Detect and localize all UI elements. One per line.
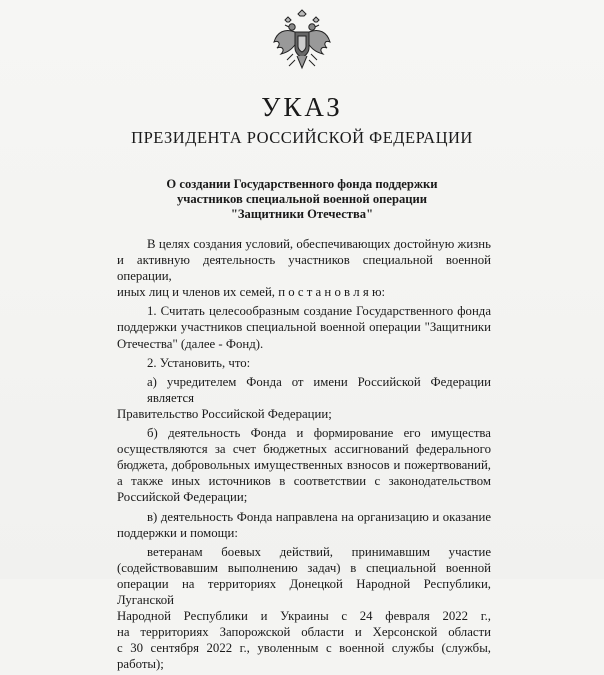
text-line: поддержки участников специальной военной операции "Защитники [117,320,491,335]
decree-body [117,236,491,675]
decree-title [0,177,604,222]
text-line: 1. Считать целесообразным создание Государственного фонда [147,304,491,319]
paragraph-preamble [117,236,491,300]
text-line: а) учредителем Фонда от имени Российской Федерации является [147,374,491,405]
text-line: Народной Республики и Украины с 24 февраля 2022 г., [117,609,491,624]
double-headed-eagle-icon [271,8,333,78]
title-line: "Защитники Отечества" [230,207,374,221]
text-line: и активную деятельность участников специальной военной операции, [117,253,491,284]
text-line: в) деятельность Фонда направлена на организацию и оказание [147,509,491,524]
text-line: а также иных источников в соответствии с законодательством [117,474,491,489]
text-line: бюджета, добровольных имущественных взносов и пожертвований, [117,458,491,473]
text-line: 2. Установить, что: [147,355,251,370]
decree-heading: УКАЗ [261,92,343,122]
text-line: иных лиц и членов их семей, п о с т а н о в л я ю: [117,285,386,300]
text-line: В целях создания условий, обеспечивающих достойную жизнь [147,237,491,251]
text-line: поддержки и помощи: [117,525,238,540]
title-line: участников специальной военной операции [176,192,428,206]
text-line: Правительство Российской Федерации; [117,406,332,421]
paragraph-item-2 [117,355,491,371]
text-line: Российской Федерации; [117,490,248,505]
coat-of-arms-emblem [271,8,333,78]
title-line: О создании Государственного фонда поддержки [166,177,438,191]
paragraph-veterans [117,544,491,673]
paragraph-item-2b [117,425,491,505]
text-line: б) деятельность Фонда и формирование его имущества [147,426,491,441]
text-line: (содействовавшим выполнению задач) в специальной военной [117,560,491,575]
paragraph-item-2a [117,374,491,422]
text-line: работы); [117,657,164,672]
issuer-heading: ПРЕЗИДЕНТА РОССИЙСКОЙ ФЕДЕРАЦИИ [131,128,473,147]
text-line: на территориях Запорожской области и Херсонской области [117,625,491,640]
text-line: осуществляются за счет бюджетных ассигнований федерального [117,442,491,457]
paragraph-item-2v [117,509,491,541]
text-line: с 30 сентября 2022 г., уволенным с военной службы (службы, [117,641,491,656]
text-line: ветеранам боевых действий, принимавшим участие [147,544,491,559]
text-line: операции на территориях Донецкой Народной Республики, Луганской [117,576,491,607]
text-line: Отечества" (далее - Фонд). [117,336,264,351]
paragraph-item-1 [117,303,491,351]
